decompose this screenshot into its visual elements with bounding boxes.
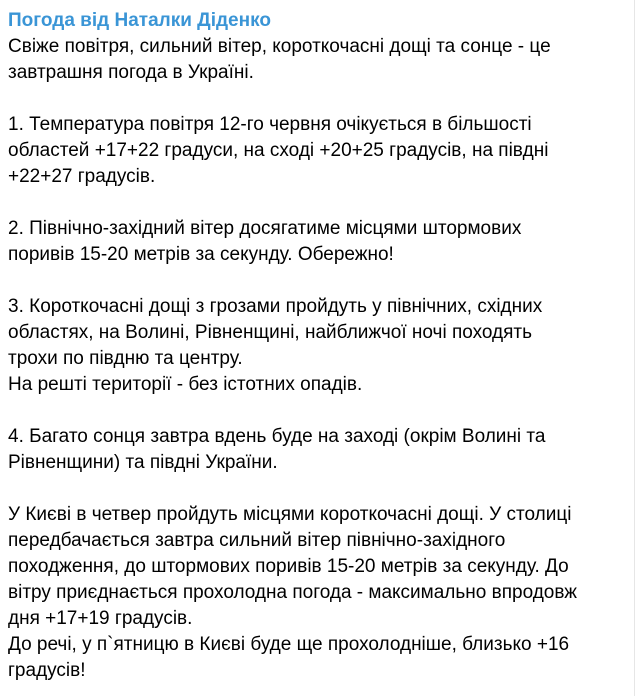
message-line: До речі, у п`ятницю в Києві буде ще прохолодніше, близько +16 bbox=[8, 634, 570, 655]
message-line: У Києві в четвер пройдуть місцями короткочасні дощі. У столиці bbox=[8, 504, 572, 525]
message-line: 1. Температура повітря 12-го червня очікується в більшості bbox=[8, 114, 532, 135]
message-line: областей +17+22 градуси, на сході +20+25 градусів, на півдні bbox=[8, 140, 549, 161]
message-line: На решті території - без істотних опадів. bbox=[8, 374, 363, 395]
blank-line bbox=[8, 86, 628, 112]
message-line: градусів! bbox=[8, 660, 86, 681]
message-line: завтрашня погода в Україні. bbox=[8, 62, 254, 83]
message-line: 3. Короткочасні дощі з грозами пройдуть у північних, східних bbox=[8, 296, 543, 317]
channel-name-link[interactable]: Погода від Наталки Діденко bbox=[8, 10, 271, 31]
message-line: Свіже повітря, сильний вітер, короткочасні дощі та сонце - це bbox=[8, 36, 551, 57]
blank-line bbox=[8, 476, 628, 502]
message-line: областях, на Волині, Рівненщині, найближчої ночі походять bbox=[8, 322, 533, 343]
message-line: Рівненщини) та півдні України. bbox=[8, 452, 278, 473]
message-line: дня +17+19 градусів. bbox=[8, 608, 193, 629]
message-line: вітру приєднається прохолодна погода - максимально впродовж bbox=[8, 582, 577, 603]
message-line: трохи по півдню та центру. bbox=[8, 348, 243, 369]
message-line: 2. Північно-західний вітер досягатиме місцями штормових bbox=[8, 218, 522, 239]
message-text bbox=[8, 34, 628, 684]
blank-line bbox=[8, 268, 628, 294]
blank-line bbox=[8, 190, 628, 216]
message-line: 4. Багато сонця завтра вдень буде на заході (окрім Волині та bbox=[8, 426, 546, 447]
message-line: +22+27 градусів. bbox=[8, 166, 156, 187]
blank-line bbox=[8, 398, 628, 424]
message-line: походження, до штормових поривів 15-20 метрів за секунду. До bbox=[8, 556, 569, 577]
message-line: поривів 15-20 метрів за секунду. Обережно! bbox=[8, 244, 394, 265]
message-line: передбачається завтра сильний вітер північно-західного bbox=[8, 530, 506, 551]
